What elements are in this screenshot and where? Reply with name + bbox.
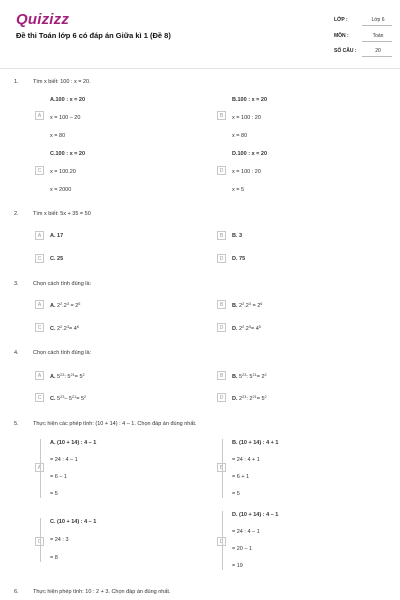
power-base: 2 (63, 303, 67, 309)
option-step: x = 100.20 (50, 169, 76, 175)
power-base: 2 (239, 326, 243, 332)
operator: – (64, 396, 69, 402)
operator: . (62, 303, 64, 309)
answer-bracket-line (222, 511, 223, 570)
power-exponent: 3 (248, 325, 251, 329)
operator: : (64, 374, 68, 380)
option-letter: C. (50, 396, 56, 402)
power-base: 5 (80, 396, 85, 402)
answer-choice-box[interactable]: C (35, 537, 44, 546)
meta-value: Toán (372, 33, 384, 39)
operator: = (68, 326, 74, 332)
power-base: 2 (63, 326, 67, 332)
operator: = (76, 396, 81, 402)
option-step: = 24 : 4 – 1 (50, 457, 78, 463)
option-expression (50, 302, 80, 309)
power-exponent: 5 (258, 325, 261, 329)
option-expression (232, 302, 262, 309)
answer-choice-box[interactable]: D (217, 393, 226, 402)
power-exponent: 21 (70, 373, 75, 377)
option-step: = 24 : 4 – 1 (232, 529, 260, 535)
option-step: = 8 (50, 555, 58, 561)
answer-choice-box[interactable]: B (217, 300, 226, 309)
option-step: x = 80 (232, 133, 248, 139)
power-exponent: 3 (248, 302, 251, 306)
answer-bracket-line (40, 439, 41, 498)
power-exponent: 21 (252, 373, 257, 377)
question-text: Chọn cách tính đúng là: (33, 281, 92, 287)
power-exponent: 23 (242, 373, 247, 377)
meta-value: 20 (375, 48, 381, 54)
power-exponent: 21 (71, 395, 77, 399)
operator: . (62, 326, 64, 332)
meta-underline (362, 56, 392, 57)
power-base: 2 (261, 374, 265, 380)
option-label: A. 17 (50, 233, 64, 239)
answer-choice-box[interactable]: C (35, 323, 44, 332)
power-exponent: 2 (242, 302, 245, 306)
power-base: 2 (57, 326, 61, 332)
option-step: x = 100 : 20 (232, 169, 261, 175)
power-exponent: 6 (76, 325, 79, 329)
option-label: D. 75 (232, 256, 246, 262)
operator: = (74, 374, 80, 380)
operator: = (256, 396, 262, 402)
answer-choice-box[interactable]: A (35, 231, 44, 240)
power-base: 5 (261, 396, 265, 402)
answer-choice-box[interactable]: C (35, 393, 44, 402)
option-step: x = 80 (50, 133, 66, 139)
option-step: = 5 (50, 491, 58, 497)
option-step: = 5 (232, 491, 240, 497)
option-letter: C. (50, 326, 56, 332)
question-number: 2. (14, 211, 19, 217)
meta-label: SỐ CÂU : (334, 48, 357, 54)
power-base: 2 (249, 396, 253, 402)
option-step: x = 100 : 20 (232, 115, 261, 121)
operator: . (244, 303, 246, 309)
option-expression (232, 325, 261, 332)
answer-choice-box[interactable]: B (217, 231, 226, 240)
answer-choice-box[interactable]: A (35, 111, 44, 120)
power-base: 5 (57, 396, 61, 402)
power-exponent: 23 (242, 395, 247, 399)
option-expression (232, 395, 267, 402)
option-step: = 20 – 1 (232, 546, 253, 552)
answer-choice-box[interactable]: B (217, 463, 226, 472)
meta-value: Lớp 6 (371, 17, 385, 23)
answer-choice-box[interactable]: A (35, 300, 44, 309)
power-base: 2 (75, 303, 79, 309)
meta-label: LỚP : (334, 17, 348, 23)
option-step: = 24 : 3 (50, 537, 69, 543)
option-label: B. (10 + 14) : 4 + 1 (232, 440, 279, 446)
power-exponent: 3 (66, 325, 69, 329)
power-exponent: 21 (252, 395, 257, 399)
logo: Quizizz (16, 11, 70, 28)
option-label: B.100 : x = 20 (232, 97, 268, 103)
option-step: = 6 – 1 (50, 474, 67, 480)
option-label: D. (10 + 14) : 4 – 1 (232, 512, 279, 518)
power-base: 5 (79, 374, 83, 380)
power-base: 2 (257, 303, 261, 309)
option-step: x = 2000 (50, 187, 72, 193)
answer-choice-box[interactable]: D (217, 537, 226, 546)
option-step: = 6 + 1 (232, 474, 250, 480)
power-exponent: 2 (242, 325, 245, 329)
option-letter: D. (232, 396, 238, 402)
meta-label: MÔN : (334, 33, 349, 39)
power-base: 5 (239, 374, 243, 380)
operator: : (246, 374, 250, 380)
answer-bracket-line (222, 439, 223, 498)
answer-choice-box[interactable]: D (217, 254, 226, 263)
operator: = (256, 374, 262, 380)
option-label: D.100 : x = 20 (232, 151, 268, 157)
operator: . (244, 326, 246, 332)
power-base: 2 (239, 303, 243, 309)
power-base: 2 (245, 326, 249, 332)
power-base: 5 (68, 396, 72, 402)
option-step: = 24 : 4 + 1 (232, 457, 260, 463)
option-expression (232, 373, 267, 380)
question-text: Thực hiện phép tính: 10 : 2 + 3. Chọn đáp án đúng nhất. (33, 589, 171, 595)
power-exponent: 2 (84, 395, 87, 399)
question-number: 6. (14, 589, 19, 595)
power-exponent: 5 (78, 302, 81, 306)
option-step: x = 100 – 20 (50, 115, 81, 121)
power-base: 5 (67, 374, 71, 380)
power-base: 5 (57, 374, 61, 380)
option-label: C.100 : x = 20 (50, 151, 86, 157)
power-exponent: 2 (60, 302, 63, 306)
power-base: 2 (239, 396, 243, 402)
question-text: Thực hiện các phép tính: (10 + 14) : 4 – 1. Chọn đáp án đúng nhất. (33, 421, 197, 427)
question-number: 3. (14, 281, 19, 287)
question-number: 4. (14, 350, 19, 356)
question-text: Tìm x biết: 5x + 35 = 50 (33, 211, 91, 217)
meta-underline (362, 25, 392, 26)
question-number: 1. (14, 79, 19, 85)
answer-bracket-line (40, 518, 41, 562)
header-divider (0, 68, 400, 69)
power-base: 2 (245, 303, 249, 309)
answer-choice-box[interactable]: C (35, 254, 44, 263)
answer-choice-box[interactable]: B (217, 111, 226, 120)
question-text: Tìm x biết: 100 : x = 20. (33, 79, 91, 85)
option-expression (50, 373, 85, 380)
power-exponent: 2 (264, 373, 267, 377)
power-exponent: 2 (264, 395, 267, 399)
option-label: C. 25 (50, 256, 64, 262)
option-expression (50, 395, 86, 402)
option-letter: A. (50, 374, 56, 380)
power-base: 2 (57, 303, 61, 309)
option-label: A. (10 + 14) : 4 – 1 (50, 440, 97, 446)
option-step: = 19 (232, 563, 243, 569)
option-letter: B. (232, 303, 238, 309)
option-letter: B. (232, 374, 238, 380)
operator: : (246, 396, 250, 402)
operator: = (250, 326, 256, 332)
power-exponent: 2 (82, 373, 85, 377)
meta-underline (362, 41, 392, 42)
operator: = (68, 303, 76, 309)
power-exponent: 2 (60, 325, 63, 329)
page-title: Đề thi Toán lớp 6 có đáp án Giữa kì 1 (Đề 8) (16, 31, 171, 40)
power-base: 4 (73, 326, 77, 332)
option-letter: A. (50, 303, 56, 309)
option-label: C. (10 + 14) : 4 – 1 (50, 519, 97, 525)
answer-choice-box[interactable]: A (35, 371, 44, 380)
option-label: A.100 : x = 20 (50, 97, 86, 103)
power-exponent: 6 (260, 302, 263, 306)
answer-choice-box[interactable]: B (217, 371, 226, 380)
power-base: 4 (255, 326, 259, 332)
question-text: Chọn cách tính đúng là: (33, 350, 92, 356)
power-exponent: 3 (66, 302, 69, 306)
answer-choice-box[interactable]: C (35, 166, 44, 175)
power-exponent: 23 (60, 395, 65, 399)
answer-choice-box[interactable]: A (35, 463, 44, 472)
option-letter: D. (232, 326, 238, 332)
answer-choice-box[interactable]: D (217, 323, 226, 332)
power-base: 5 (249, 374, 253, 380)
option-step: x = 5 (232, 187, 245, 193)
operator: = (250, 303, 258, 309)
option-expression (50, 325, 79, 332)
answer-choice-box[interactable]: D (217, 166, 226, 175)
power-exponent: 23 (60, 373, 65, 377)
option-label: B. 3 (232, 233, 243, 239)
question-number: 5. (14, 421, 19, 427)
